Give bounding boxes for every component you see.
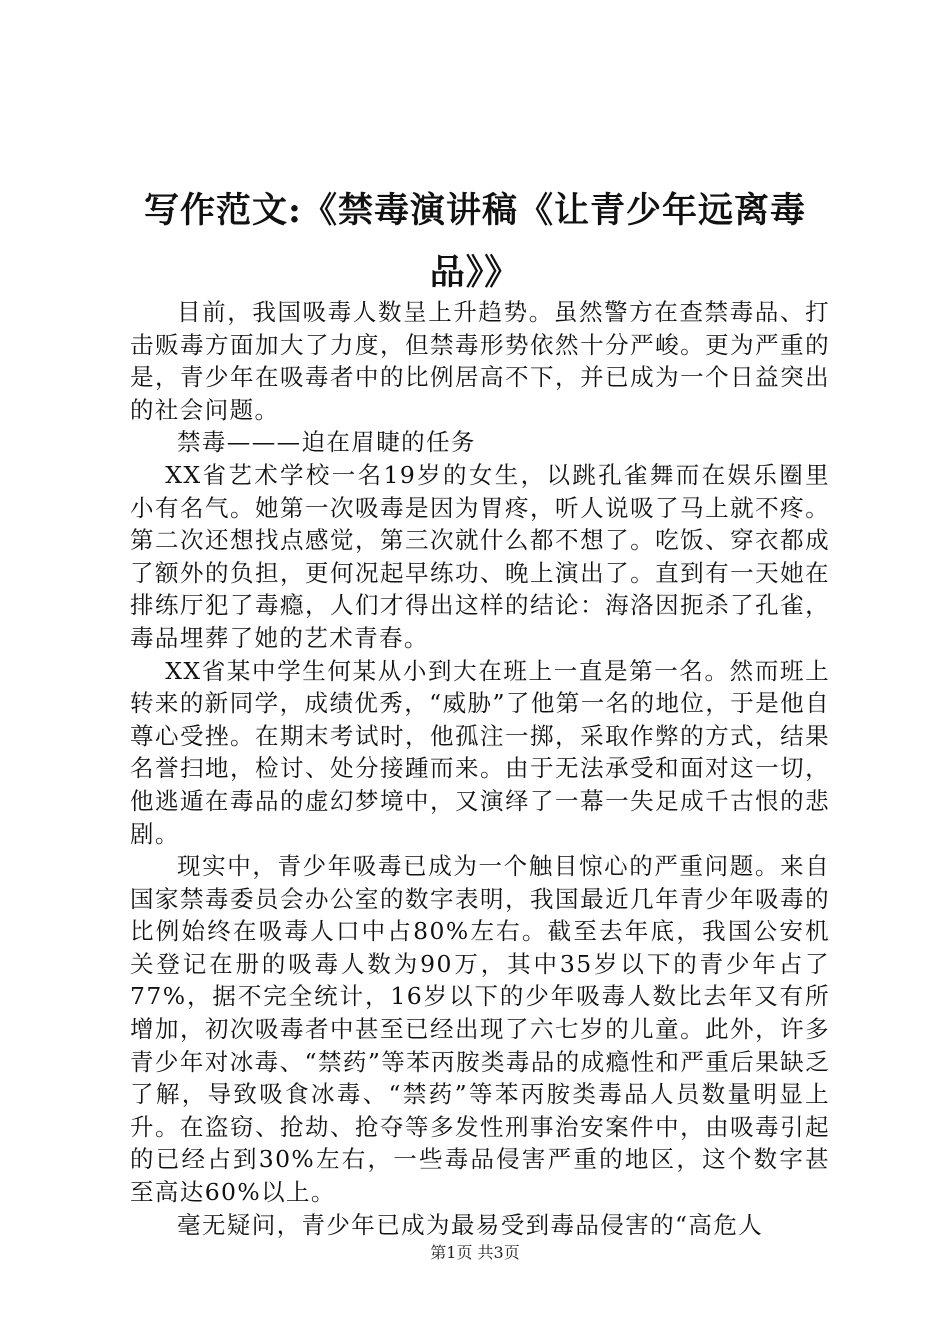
document-body [130,296,830,1241]
section-heading: 禁毒———迫在眉睫的任务 [177,428,476,457]
paragraph-case-student: XX省某中学生何某从小到大在班上一直是第一名。然而班上转来的新同学，成绩优秀，“威胁”了他第一名的地位，于是他自尊心受挫。在期末考试时，他孤注一掷，采取作弊的方式，结果名誉扫地，检讨、处分接踵而来。由于无法承受和面对这一切，他逃遁在毒品的虚幻梦境中，又演绎了一幕一失足成千古恨的悲剧。 [130,656,830,848]
paragraph-conclusion: 毫无疑问，青少年已成为最易受到毒品侵害的“高危人 [177,1210,764,1239]
document-title: 写作范文:《禁毒演讲稿《让青少年远离毒品》》 [144,190,806,293]
paragraph-case-dancer: XX省艺术学校一名19岁的女生，以跳孔雀舞而在娱乐圈里小有名气。她第一次吸毒是因为胃疼，听人说吸了马上就不疼。第二次还想找点感觉，第三次就什么都不想了。吃饭、穿衣都成了额外的负担，更何况起早练功、晚上演出了。直到有一天她在排练厅犯了毒瘾，人们才得出这样的结论：海洛因扼杀了孔雀，毒品埋葬了她的艺术青春。 [130,460,830,652]
paragraph-statistics: 现实中，青少年吸毒已成为一个触目惊心的严重问题。来自国家禁毒委员会办公室的数字表明，我国最近几年青少年吸毒的比例始终在吸毒人口中占80%左右。截至去年底，我国公安机关登记在册的吸毒人数为90万，其中35岁以下的青少年占了77%，据不完全统计，16岁以下的少年吸毒人数比去年又有所增加，初次吸毒者中甚至已经出现了六七岁的儿童。此外，许多青少年对冰毒、“禁药”等苯丙胺类毒品的成瘾性和严重后果缺乏了解，导致吸食冰毒、“禁药”等苯丙胺类毒品人员数量明显上升。在盗窃、抢劫、抢夺等多发性刑事治安案件中，由吸毒引起的已经占到30%左右，一些毒品侵害严重的地区，这个数字甚至高达60%以上。 [130,852,830,1207]
paragraph-intro: 目前，我国吸毒人数呈上升趋势。虽然警方在查禁毒品、打击贩毒方面加大了力度，但禁毒形势依然十分严峻。更为严重的是，青少年在吸毒者中的比例居高不下，并已成为一个日益突出的社会问题。 [130,298,830,424]
page-footer: 第1页 共3页 [430,1243,520,1262]
